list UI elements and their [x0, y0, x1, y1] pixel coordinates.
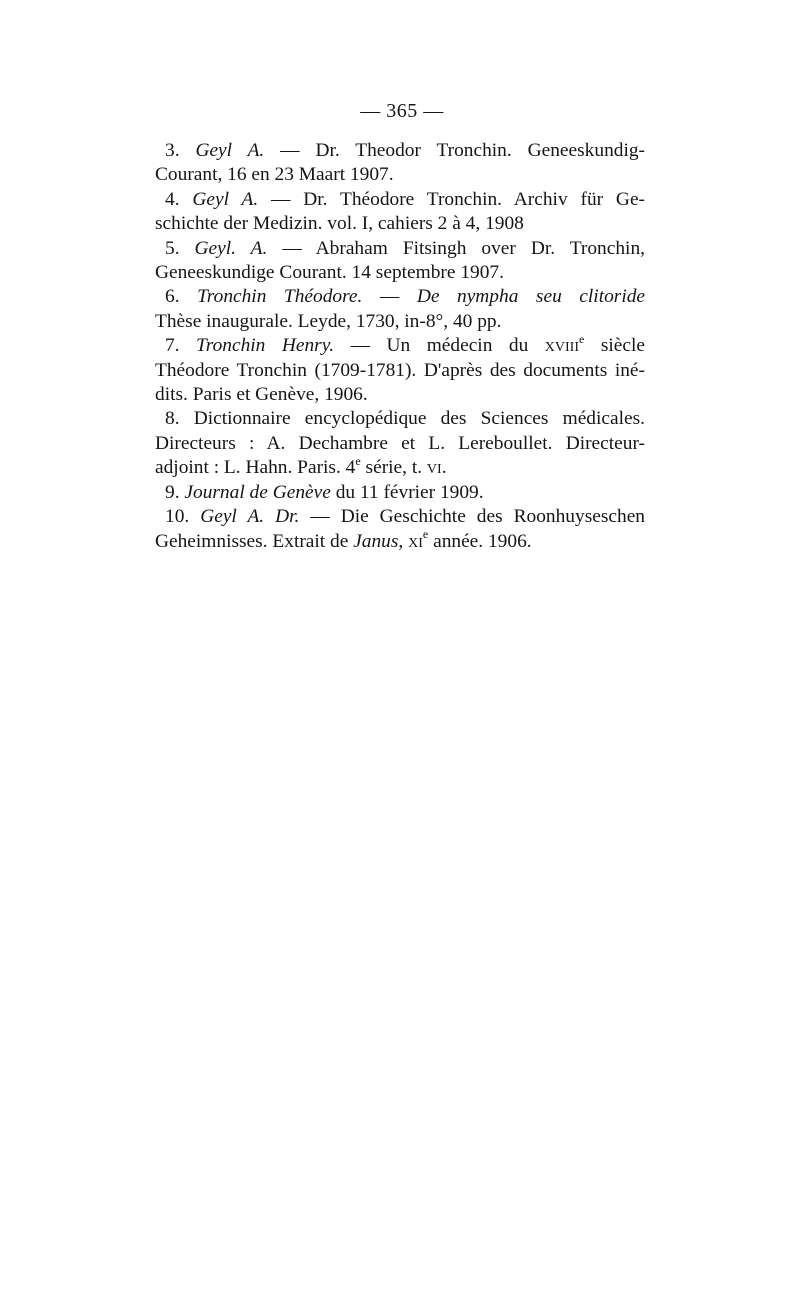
- superscript-text: e: [355, 453, 361, 468]
- bibliography-entry: [155, 285, 645, 334]
- text-run: Thèse inaugurale. Leyde, 1730, in-8°, 40 pp.: [155, 310, 502, 332]
- italic-text: Janus: [353, 530, 399, 552]
- text-run: Théodore Tronchin (1709-1781). D'après des documents iné-: [155, 359, 645, 381]
- text-run: adjoint : L. Hahn. Paris. 4: [155, 457, 356, 479]
- italic-text: Geyl A.: [195, 140, 265, 161]
- small-caps-text: xi: [408, 530, 423, 552]
- text-run: 4.: [165, 188, 193, 210]
- text-run: — Un médecin du: [334, 335, 545, 357]
- text-run: ,: [398, 530, 409, 552]
- entry-line: [155, 310, 645, 334]
- italic-text: Geyl A. Dr.: [200, 506, 300, 528]
- entry-line: [155, 163, 645, 187]
- text-run: Geneeskundige Courant. 14 septembre 1907.: [155, 262, 504, 284]
- text-run: — Dr. Theodor Tronchin. Geneeskundig-: [264, 140, 645, 161]
- small-caps-text: vi: [426, 457, 442, 479]
- entry-line: [155, 359, 645, 383]
- bibliography-entry: [155, 331, 645, 407]
- italic-text: Tronchin Henry.: [196, 335, 335, 357]
- text-run: siècle: [584, 335, 645, 357]
- text-run: — Dr. Théodore Tronchin. Archiv für Ge-: [258, 188, 646, 210]
- text-run: — Abraham Fitsingh over Dr. Tronchin,: [267, 237, 645, 259]
- entry-line: [155, 285, 645, 309]
- entry-line: [155, 383, 645, 407]
- text-run: Geheimnisses. Extrait de: [155, 530, 354, 552]
- entry-line: [155, 261, 645, 285]
- text-run: —: [362, 286, 417, 308]
- italic-text: Journal de Genève: [184, 481, 331, 503]
- bibliography-entry: [155, 481, 645, 505]
- entry-line: [155, 331, 645, 358]
- entry-line: [155, 432, 645, 456]
- entry-line: [155, 237, 645, 261]
- entry-line: [155, 505, 645, 529]
- italic-text: Geyl A.: [192, 188, 259, 210]
- italic-text: Geyl. A.: [194, 237, 268, 259]
- text-run: 8. Dictionnaire encyclopédique des Sciences médicales.: [165, 408, 645, 430]
- entry-line: [155, 188, 645, 212]
- page-number: — 365 —: [360, 100, 444, 122]
- superscript-text: e: [579, 331, 585, 346]
- text-run: 7.: [165, 335, 197, 357]
- text-run: 9.: [165, 481, 185, 503]
- bibliography-entry: [155, 505, 645, 554]
- bibliography-entry: [155, 188, 645, 237]
- entry-line: [155, 481, 645, 505]
- entry-line: [155, 407, 645, 431]
- text-run: — Die Geschichte des Roonhuyseschen: [299, 506, 645, 528]
- text-run: année. 1906.: [428, 530, 532, 552]
- text-run: schichte der Medizin. vol. I, cahiers 2 à 4, 1908: [155, 213, 524, 235]
- text-run: dits. Paris et Genève, 1906.: [155, 384, 368, 406]
- entry-line: [155, 212, 645, 236]
- bibliography-entry: [155, 237, 645, 286]
- text-run: 5.: [165, 237, 195, 259]
- italic-text: Tronchin Théodore.: [197, 286, 363, 308]
- entry-line: [155, 453, 645, 480]
- text-run: 3.: [165, 140, 196, 161]
- text-run: série, t.: [360, 457, 427, 479]
- text-run: 6.: [165, 286, 198, 308]
- bibliography-list: [155, 139, 645, 554]
- text-run: .: [441, 457, 447, 479]
- text-run: 10.: [165, 506, 201, 528]
- text-run: du 11 février 1909.: [330, 481, 484, 503]
- entry-line: [155, 139, 645, 163]
- text-run: Courant, 16 en 23 Maart 1907.: [155, 164, 394, 186]
- entry-line: [155, 527, 645, 554]
- superscript-text: e: [422, 527, 429, 542]
- italic-text: De nympha seu clitoride: [416, 286, 646, 308]
- text-run: Directeurs : A. Dechambre et L. Lereboullet. Directeur-: [155, 432, 645, 454]
- small-caps-text: xviii: [544, 335, 580, 357]
- bibliography-entry: [155, 139, 645, 188]
- bibliography-entry: [155, 407, 645, 480]
